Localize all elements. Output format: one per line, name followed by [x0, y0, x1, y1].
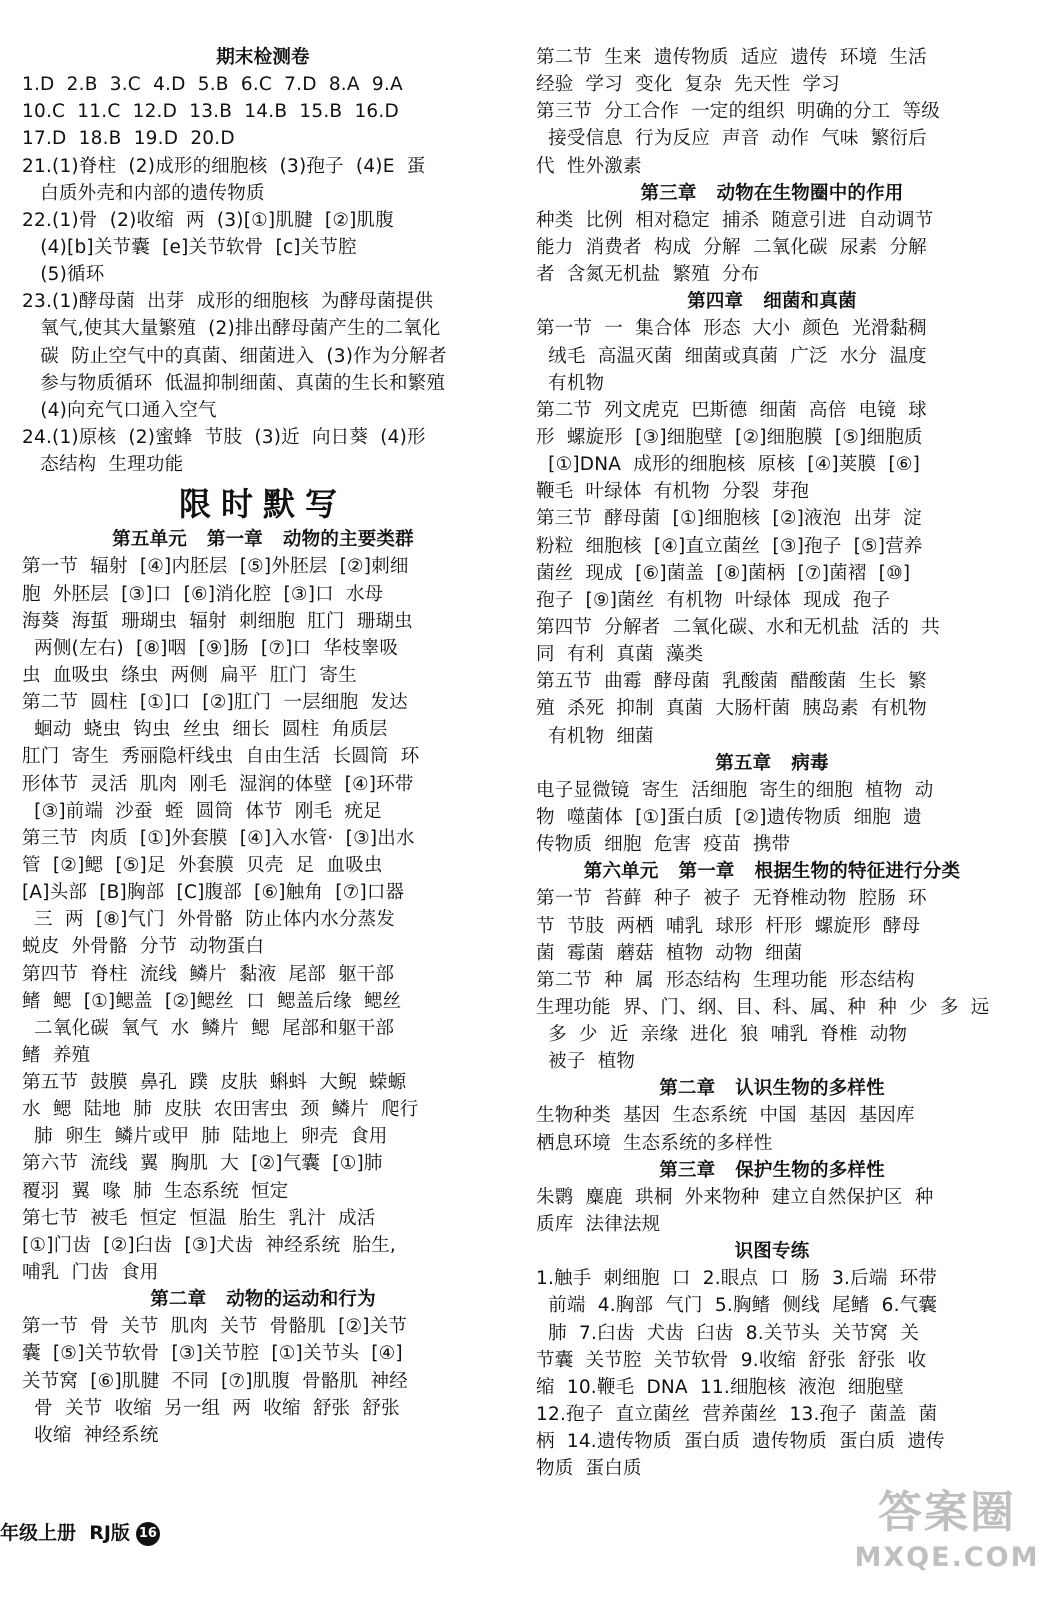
chapter-heading: 第五章 病毒	[715, 752, 829, 774]
watermark-top-text: 答案圈	[878, 1487, 1016, 1538]
text-line: 胞 外胚层 [③]口 [⑥]消化腔 [③]口 水母	[22, 583, 384, 605]
text-line: 12.孢子 直立菌丝 营养菌丝 13.孢子 菌盖 菌	[536, 1404, 938, 1426]
text-line: 17.D 18.B 19.D 20.D	[22, 128, 235, 150]
text-line: 粉粒 细胞核 [④]直立菌丝 [③]孢子 [⑤]营养	[536, 535, 923, 557]
section-title: 限时默写	[178, 485, 347, 524]
text-line: [①]门齿 [②]臼齿 [③]犬齿 神经系统 胎生,	[22, 1234, 396, 1256]
chapter-heading: 第六单元 第一章 根据生物的特征进行分类	[583, 861, 961, 883]
text-line: [①]DNA 成形的细胞核 原核 [④]荚膜 [⑥]	[536, 454, 921, 476]
text-line: 关节窝 [⑥]肌腱 不同 [⑦]肌腹 骨骼肌 神经	[22, 1370, 408, 1392]
text-line: 缩 10.鞭毛 DNA 11.细胞核 液泡 细胞壁	[536, 1376, 904, 1398]
text-line: 囊 [⑤]关节软骨 [③]关节腔 [①]关节头 [④]	[22, 1343, 403, 1365]
text-line: 管 [②]鳃 [⑤]足 外套膜 贝壳 足 血吸虫	[22, 854, 383, 876]
text-line: 第三节 分工合作 一定的组织 明确的分工 等级	[536, 101, 940, 123]
text-line: 物 噬菌体 [①]蛋白质 [②]遗传物质 细胞 遗	[536, 806, 922, 828]
text-line: 节 节肢 两栖 哺乳 球形 杆形 螺旋形 酵母	[536, 915, 921, 937]
text-line: 有机物 细菌	[536, 725, 654, 747]
text-line: 第一节 骨 关节 肌肉 关节 骨骼肌 [②]关节	[22, 1316, 408, 1338]
text-line: 态结构 生理功能	[22, 454, 184, 476]
text-line: 菌丝 现成 [⑥]菌盖 [⑧]菌柄 [⑦]菌褶 [⑩]	[536, 562, 911, 584]
text-line: 10.C 11.C 12.D 13.B 14.B 15.B 16.D	[22, 101, 399, 123]
chapter-heading: 第五单元 第一章 动物的主要类群	[112, 529, 414, 551]
text-line: 多 少 近 亲缘 进化 狼 哺乳 脊椎 动物	[536, 1024, 908, 1046]
text-line: 第四节 脊柱 流线 鳞片 黏液 尾部 躯干部	[22, 963, 395, 985]
text-line: 蛔动 蛲虫 钩虫 丝虫 细长 圆柱 角质层	[22, 719, 388, 741]
answer-list	[22, 71, 504, 478]
chapter-heading: 识图专练	[734, 1241, 810, 1263]
chapter-heading: 第三章 动物在生物圈中的作用	[640, 182, 904, 204]
text-line: 接受信息 行为反应 声音 动作 气味 繁衍后	[536, 128, 927, 150]
text-line: 传物质 细胞 危害 疫苗 携带	[536, 834, 791, 856]
text-line: 第六节 流线 翼 胸肌 大 [②]气囊 [①]肺	[22, 1153, 383, 1175]
text-line: 菌 霉菌 蘑菇 植物 动物 细菌	[536, 942, 803, 964]
text-line: 代 性外激素	[536, 155, 642, 177]
text-line: 覆羽 翼 喙 肺 生态系统 恒定	[22, 1180, 289, 1202]
text-line: 1.触手 刺细胞 口 2.眼点 口 肠 3.后端 环带	[536, 1268, 938, 1290]
text-line: 种类 比例 相对稳定 捕杀 随意引进 自动调节	[536, 209, 934, 231]
text-line: 氧气,使其大量繁殖 (2)排出酵母菌产生的二氧化	[22, 318, 441, 340]
text-line: 有机物	[536, 372, 605, 394]
text-line: 生理功能 界、门、纲、目、科、属、种 种 少 多 远	[536, 996, 990, 1018]
text-line: 第五节 曲霉 酵母菌 乳酸菌 醋酸菌 生长 繁	[536, 671, 927, 693]
text-line: 肺 7.臼齿 犬齿 臼齿 8.关节头 关节窝 关	[536, 1322, 920, 1344]
right-column	[536, 44, 1008, 1482]
text-line: 第二节 圆柱 [①]口 [②]肛门 一层细胞 发达	[22, 692, 408, 714]
text-line: 23.(1)酵母菌 出芽 成形的细胞核 为酵母菌提供	[22, 291, 434, 313]
text-line: 绒毛 高温灭菌 细菌或真菌 广泛 水分 温度	[536, 345, 927, 367]
text-line: 骨 关节 收缩 另一组 两 收缩 舒张 舒张	[22, 1397, 400, 1419]
text-line: 两侧(左右) [⑧]咽 [⑨]肠 [⑦]口 华枝睾吸	[22, 637, 399, 659]
chapter-heading: 第二章 动物的运动和行为	[150, 1289, 376, 1311]
text-line: 孢子 [⑨]菌丝 有机物 叶绿体 现成 孢子	[536, 589, 891, 611]
text-line: 柄 14.遗传物质 蛋白质 遗传物质 蛋白质 遗传	[536, 1431, 945, 1453]
text-line: 生物种类 基因 生态系统 中国 基因 基因库	[536, 1105, 915, 1127]
footer-text: 年级上册 RJ版	[0, 1522, 130, 1544]
text-line: 第三节 酵母菌 [①]细胞核 [②]液泡 出芽 淀	[536, 508, 922, 530]
text-line: 第七节 被毛 恒定 恒温 胎生 乳汁 成活	[22, 1207, 376, 1229]
text-line: 电子显微镜 寄生 活细胞 寄生的细胞 植物 动	[536, 779, 934, 801]
text-line: 能力 消费者 构成 分解 二氧化碳 尿素 分解	[536, 236, 927, 258]
text-line: 22.(1)骨 (2)收缩 两 (3)[①]肌腱 [②]肌腹	[22, 209, 394, 231]
text-line: 第一节 苔藓 种子 被子 无脊椎动物 腔肠 环	[536, 888, 927, 910]
text-line: 物质 蛋白质	[536, 1458, 642, 1480]
footer	[0, 1519, 160, 1547]
chapter-heading: 第三章 保护生物的多样性	[659, 1159, 885, 1181]
text-line: 形 螺旋形 [③]细胞壁 [②]细胞膜 [⑤]细胞质	[536, 426, 923, 448]
text-line: 二氧化碳 氧气 水 鳞片 鳃 尾部和躯干部	[22, 1017, 395, 1039]
text-line: 第二节 生来 遗传物质 适应 遗传 环境 生活	[536, 47, 927, 68]
text-line: 1.D 2.B 3.C 4.D 5.B 6.C 7.D 8.A 9.A	[22, 74, 403, 96]
text-line: 哺乳 门齿 食用	[22, 1262, 159, 1284]
text-line: 节囊 关节腔 关节软骨 9.收缩 舒张 舒张 收	[536, 1349, 927, 1371]
text-line: 形体节 灵活 肌肉 刚毛 湿润的体壁 [④]环带	[22, 773, 414, 795]
text-line: 质库 法律法规	[536, 1214, 661, 1236]
text-line: 第二节 列文虎克 巴斯德 细菌 高倍 电镜 球	[536, 399, 927, 421]
text-line: 24.(1)原核 (2)蜜蜂 节肢 (3)近 向日葵 (4)形	[22, 426, 426, 448]
text-line: 鳍 养殖	[22, 1044, 91, 1066]
chapter-heading: 第四章 细菌和真菌	[687, 291, 857, 313]
chapter-heading: 第二章 认识生物的多样性	[659, 1078, 885, 1100]
text-line: (4)[b]关节囊 [e]关节软骨 [c]关节腔	[22, 236, 357, 258]
text-line: 被子 植物	[536, 1051, 636, 1073]
text-line: 水 鳃 陆地 肺 皮肤 农田害虫 颈 鳞片 爬行	[22, 1099, 419, 1121]
page-number-badge: 16	[136, 1522, 160, 1546]
text-line: 者 含氮无机盐 繁殖 分布	[536, 264, 760, 286]
text-line: (5)循环	[22, 264, 105, 286]
text-line: 鳍 鳃 [①]鳃盖 [②]鳃丝 口 鳃盖后缘 鳃丝	[22, 990, 402, 1012]
text-line: 栖息环境 生态系统的多样性	[536, 1132, 773, 1154]
left-column	[22, 44, 504, 1449]
text-line: 碳 防止空气中的真菌、细菌进入 (3)作为分解者	[22, 345, 447, 367]
exam-title: 期末检测卷	[216, 47, 310, 68]
recitation-list	[22, 526, 504, 1449]
text-line: 鞭毛 叶绿体 有机物 分裂 芽孢	[536, 481, 810, 503]
text-line: (4)向充气口通入空气	[22, 399, 217, 421]
text-line: 第五节 鼓膜 鼻孔 蹼 皮肤 蝌蚪 大鲵 蝾螈	[22, 1072, 407, 1094]
watermark-bottom-text: MXQE.COM	[854, 1542, 1040, 1573]
text-line: 参与物质循环 低温抑制细菌、真菌的生长和繁殖	[22, 372, 446, 394]
text-line: 第四节 分解者 二氧化碳、水和无机盐 活的 共	[536, 616, 940, 638]
text-line: [A]头部 [B]胸部 [C]腹部 [⑥]触角 [⑦]口器	[22, 882, 405, 904]
text-line: 肛门 寄生 秀丽隐杆线虫 自由生活 长圆筒 环	[22, 746, 420, 768]
right-list	[536, 44, 1008, 1482]
text-line: 蜕皮 外骨骼 分节 动物蛋白	[22, 936, 265, 958]
text-line: 海葵 海蜇 珊瑚虫 辐射 刺细胞 肛门 珊瑚虫	[22, 610, 413, 632]
text-line: 第三节 肉质 [①]外套膜 [④]入水管· [③]出水	[22, 827, 415, 849]
text-line: 同 有利 真菌 藻类	[536, 644, 704, 666]
text-line: 殖 杀死 抑制 真菌 大肠杆菌 胰岛素 有机物	[536, 698, 927, 720]
text-line: 收缩 神经系统	[22, 1424, 159, 1446]
text-line: 朱鹮 麋鹿 珙桐 外来物种 建立自然保护区 种	[536, 1186, 934, 1208]
text-line: 三 两 [⑧]气门 外骨骼 防止体内水分蒸发	[22, 909, 395, 931]
text-line: 肺 卵生 鳞片或甲 肺 陆地上 卵壳 食用	[22, 1126, 388, 1148]
text-line: 21.(1)脊柱 (2)成形的细胞核 (3)孢子 (4)E 蛋	[22, 155, 426, 177]
text-line: 前端 4.胸部 气门 5.胸鳍 侧线 尾鳍 6.气囊	[536, 1295, 938, 1317]
text-line: [③]前端 沙蚕 蛭 圆筒 体节 刚毛 疣足	[22, 800, 382, 822]
text-line: 经验 学习 变化 复杂 先天性 学习	[536, 74, 840, 96]
watermark-logo	[852, 1484, 1042, 1594]
text-line: 虫 血吸虫 绦虫 两侧 扁平 肛门 寄生	[22, 664, 357, 686]
text-line: 第一节 辐射 [④]内胚层 [⑤]外胚层 [②]刺细	[22, 556, 409, 578]
text-line: 白质外壳和内部的遗传物质	[22, 182, 265, 204]
text-line: 第一节 一 集合体 形态 大小 颜色 光滑黏稠	[536, 318, 927, 340]
text-line: 第二节 种 属 形态结构 生理功能 形态结构	[536, 969, 915, 991]
